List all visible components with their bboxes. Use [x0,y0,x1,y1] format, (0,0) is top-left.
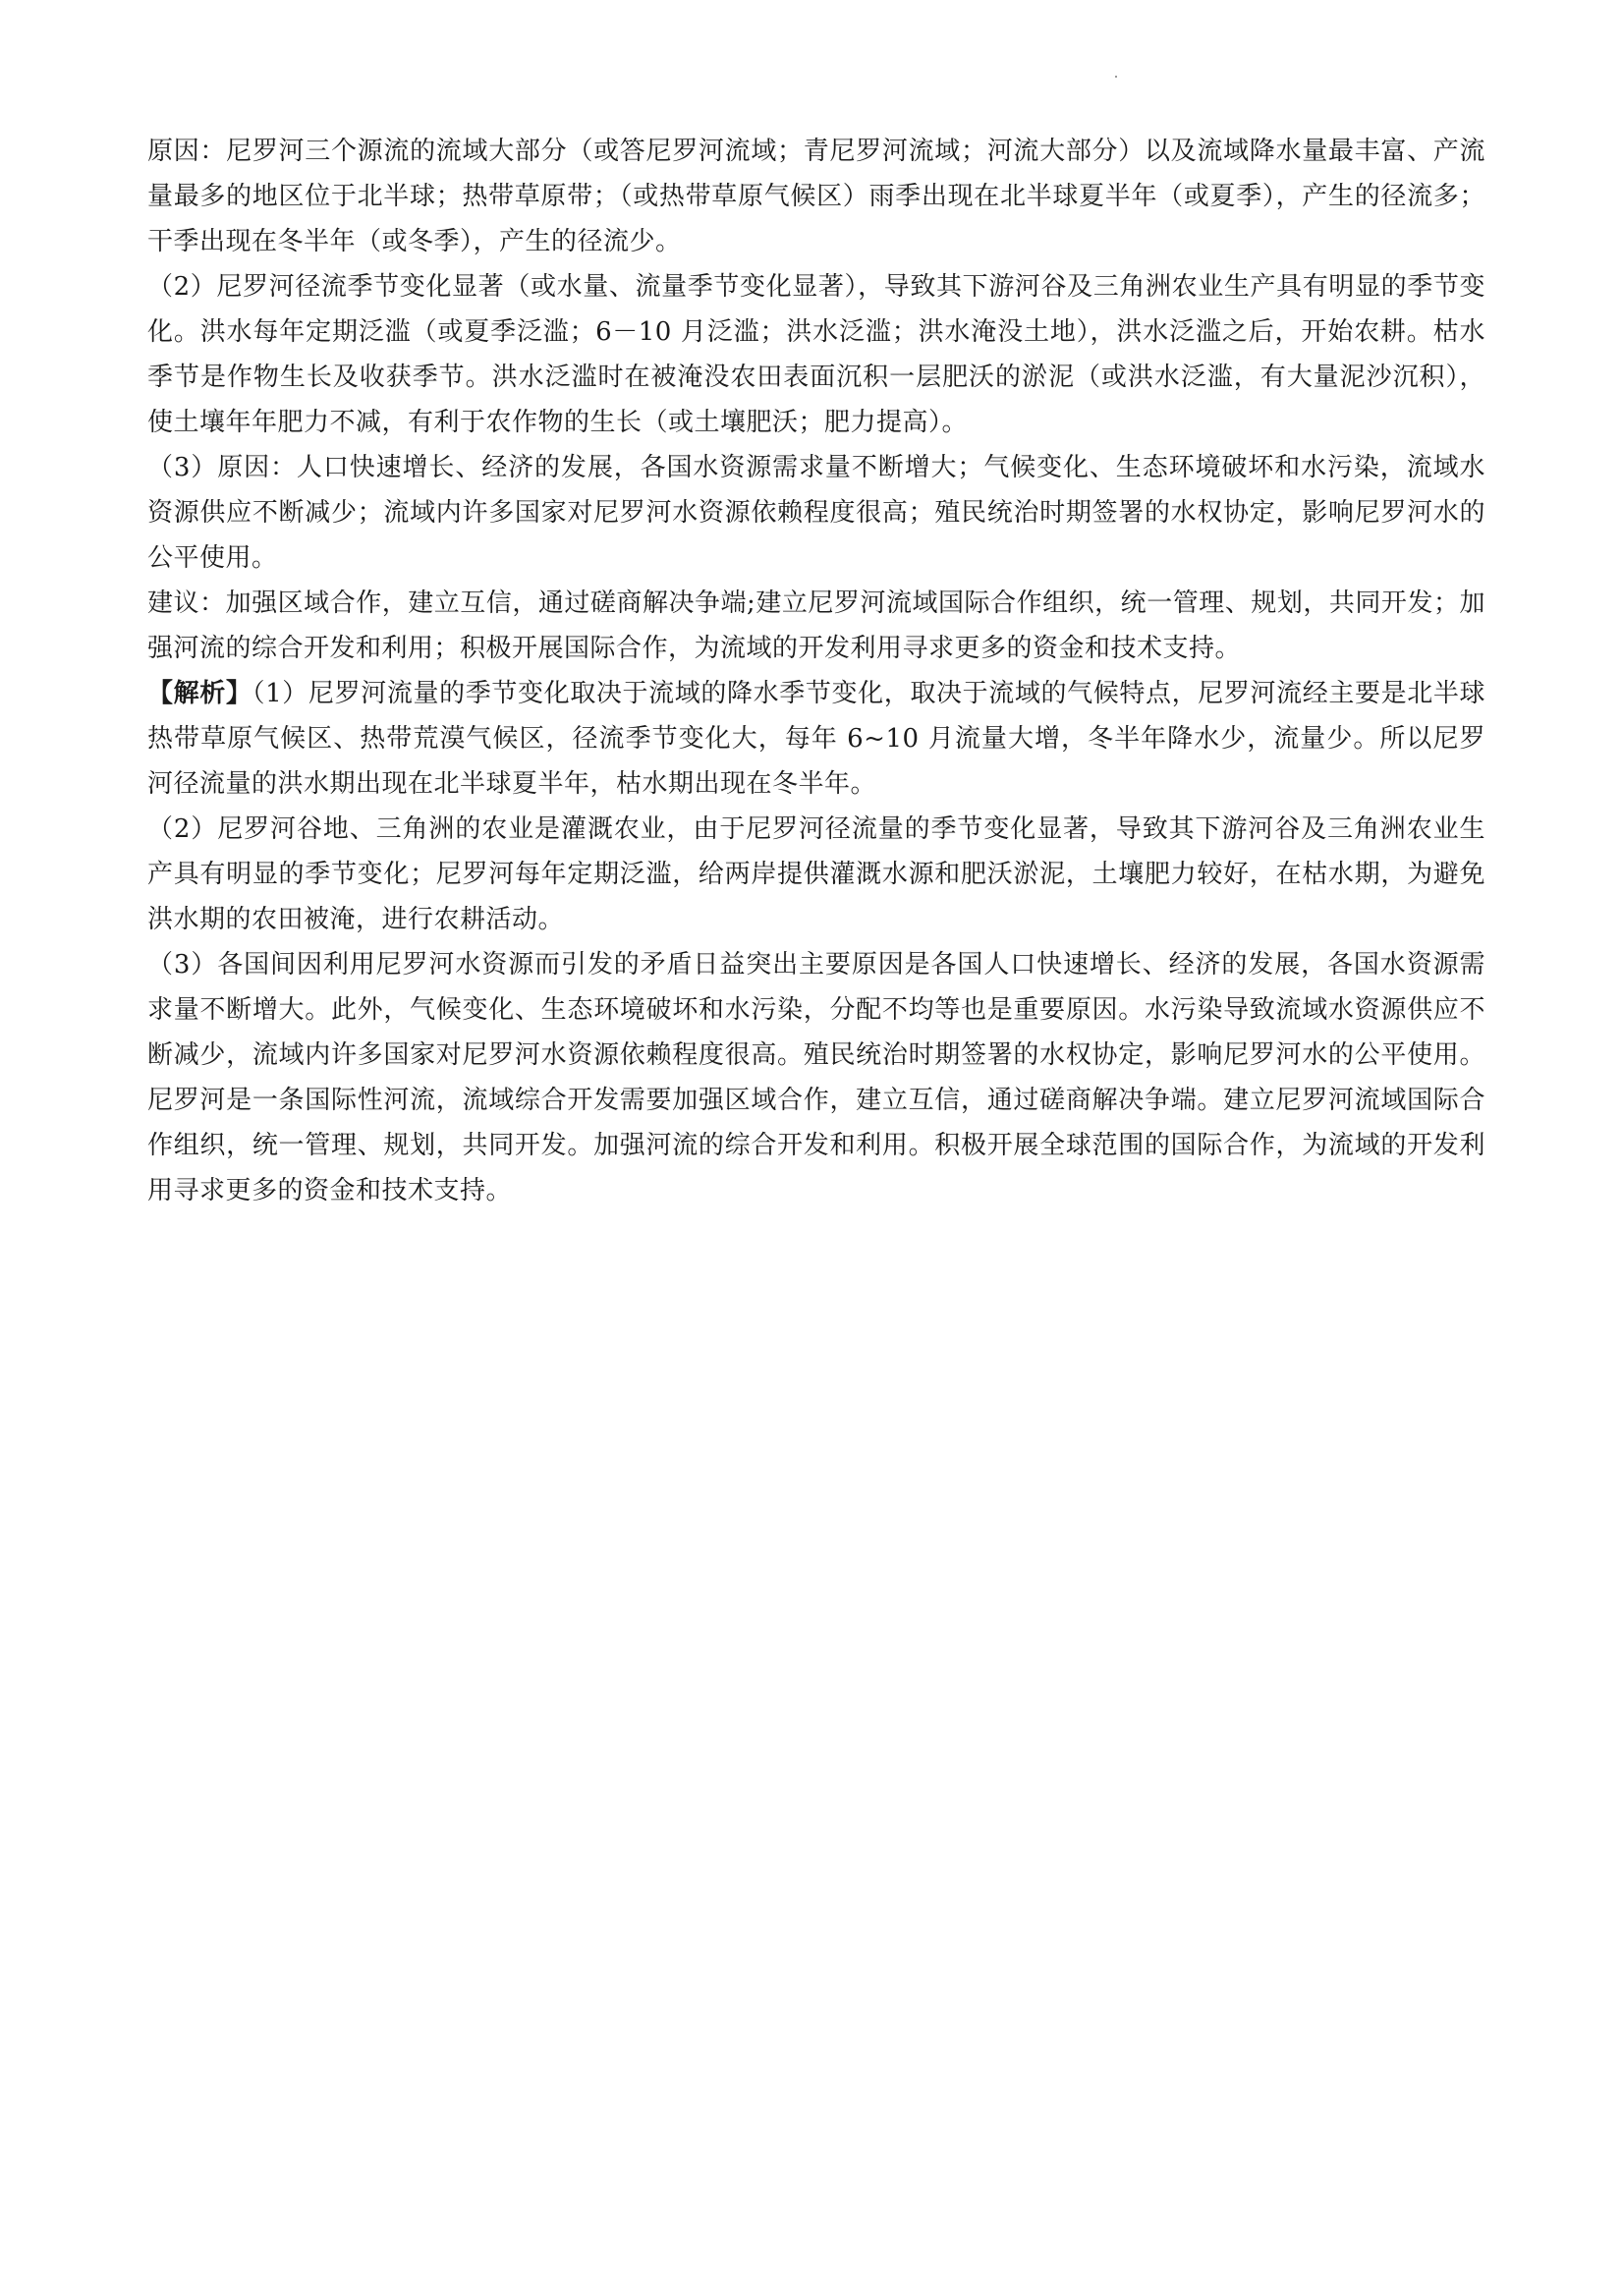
analysis-part-3-paragraph: （3）各国间因利用尼罗河水资源而引发的矛盾日益突出主要原因是各国人口快速增长、经济的发展，各国水资源需求量不断增大。此外，气候变化、生态环境破坏和水污染，分配不均等也是重要原因。水污染导致流域水资源供应不断减少，流域内许多国家对尼罗河水资源依赖程度很高。殖民统治时期签署的水权协定，影响尼罗河水的公平使用。尼罗河是一条国际性河流，流域综合开发需要加强区域合作，建立互信，通过磋商解决争端。建立尼罗河流域国际合作组织，统一管理、规划，共同开发。加强河流的综合开发和利用。积极开展全球范围的国际合作，为流域的开发利用寻求更多的资金和技术支持。 [147,950,1485,1205]
answer-part-3-paragraph: （3）原因：人口快速增长、经济的发展，各国水资源需求量不断增大；气候变化、生态环境破坏和水污染，流域水资源供应不断减少；流域内许多国家对尼罗河水资源依赖程度很高；殖民统治时期签署的水权协定，影响尼罗河水的公平使用。 [147,453,1485,573]
document-body [147,129,1485,1213]
analysis-tag: 【解析】 [147,679,252,708]
analysis-part-1-paragraph [147,671,1485,807]
answer-reason-paragraph: 原因：尼罗河三个源流的流域大部分（或答尼罗河流域；青尼罗河流域；河流大部分）以及流域降水量最丰富、产流量最多的地区位于北半球；热带草原带；（或热带草原气候区）雨季出现在北半球夏半年（或夏季），产生的径流多；干季出现在冬半年（或冬季），产生的径流少。 [147,137,1485,256]
analysis-part-2-paragraph: （2）尼罗河谷地、三角洲的农业是灌溉农业，由于尼罗河径流量的季节变化显著，导致其下游河谷及三角洲农业生产具有明显的季节变化；尼罗河每年定期泛滥，给两岸提供灌溉水源和肥沃淤泥，土壤肥力较好，在枯水期，为避免洪水期的农田被淹，进行农耕活动。 [147,814,1485,934]
page-mark [1115,76,1117,78]
answer-part-2-paragraph: （2）尼罗河径流季节变化显著（或水量、流量季节变化显著），导致其下游河谷及三角洲农业生产具有明显的季节变化。洪水每年定期泛滥（或夏季泛滥；6－10 月泛滥；洪水泛滥；洪水淹没土地），洪水泛滥之后，开始农耕。枯水季节是作物生长及收获季节。洪水泛滥时在被淹没农田表面沉积一层肥沃的淤泥（或洪水泛滥，有大量泥沙沉积），使土壤年年肥力不减，有利于农作物的生长（或土壤肥沃；肥力提高）。 [147,272,1485,437]
analysis-part-1-text: （1）尼罗河流量的季节变化取决于流域的降水季节变化，取决于流域的气候特点，尼罗河流经主要是北半球热带草原气候区、热带荒漠气候区，径流季节变化大，每年 6~10 月流量大增，冬半年降水少，流量少。所以尼罗河径流量的洪水期出现在北半球夏半年，枯水期出现在冬半年。 [147,679,1485,799]
answer-suggestion-paragraph: 建议：加强区域合作，建立互信，通过磋商解决争端;建立尼罗河流域国际合作组织，统一管理、规划，共同开发；加强河流的综合开发和利用；积极开展国际合作，为流域的开发利用寻求更多的资金和技术支持。 [147,588,1485,663]
